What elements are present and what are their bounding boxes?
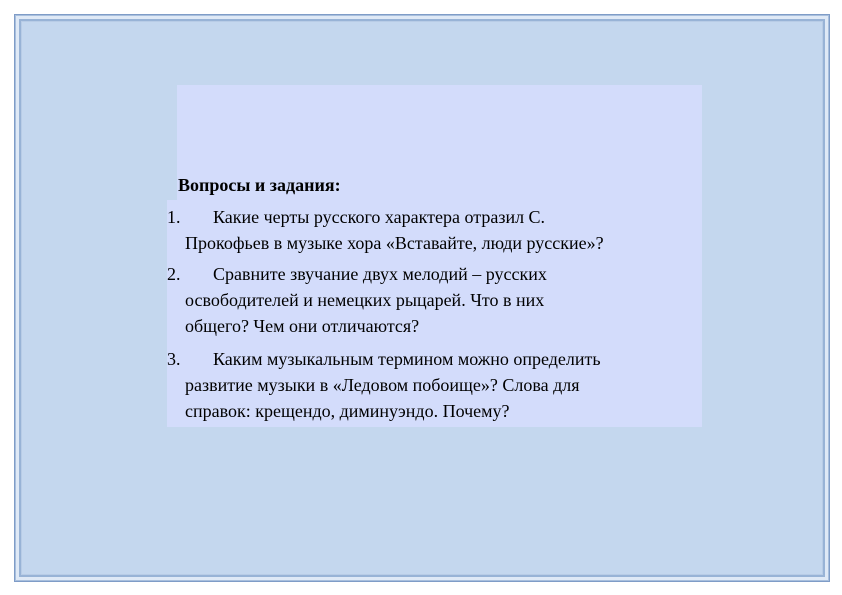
question-number: 2.	[167, 264, 181, 284]
question-text-line: Прокофьев в музыке хора «Вставайте, люди русские»?	[185, 233, 604, 253]
question-item	[167, 204, 707, 261]
question-text-line: справок: крещендо, диминуэндо. Почему?	[185, 401, 510, 421]
question-text-line: Каким музыкальным термином можно определить	[213, 349, 601, 369]
question-text-line: освободителей и немецких рыцарей. Что в них	[185, 290, 545, 310]
question-number: 1.	[167, 207, 181, 227]
question-number: 3.	[167, 349, 181, 369]
questions-heading: Вопросы и задания:	[178, 175, 341, 195]
question-text-line: Какие черты русского характера отразил С.	[213, 207, 546, 227]
question-text-line: Сравните звучание двух мелодий – русских	[213, 264, 547, 284]
question-text-line: общего? Чем они отличаются?	[185, 316, 420, 336]
question-item	[167, 346, 707, 424]
questions-list	[167, 204, 707, 424]
question-text-line: развитие музыки в «Ледовом побоище»? Слова для	[185, 375, 580, 395]
question-item	[167, 261, 707, 346]
